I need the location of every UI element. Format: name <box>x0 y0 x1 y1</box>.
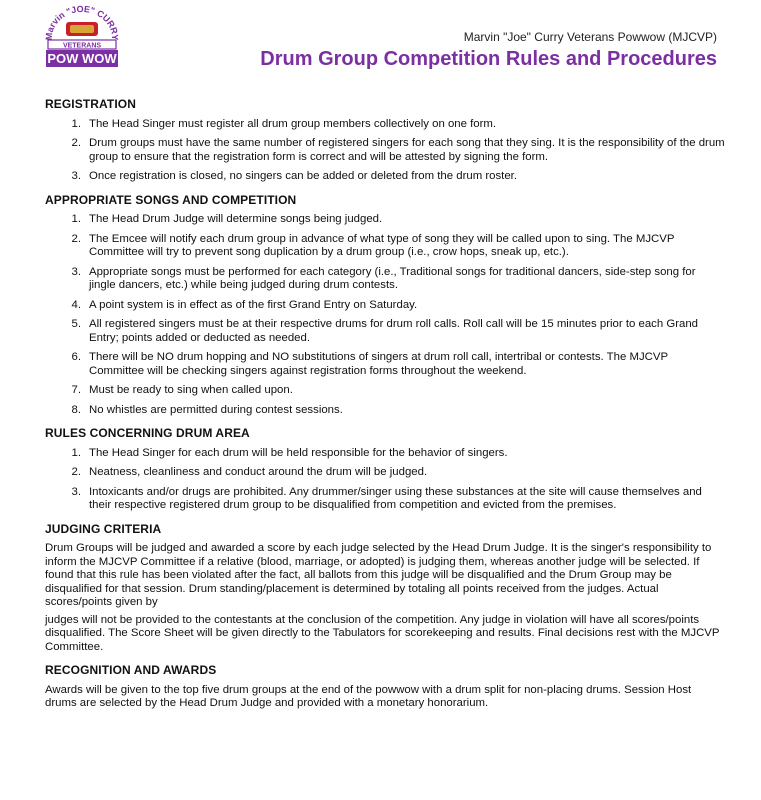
list-item: 6. There will be NO drum hopping and NO substitutions of singers at drum roll call, intertribal or contests. The MJCVP Committee will be checking singers against registration forms throughout the weekend. <box>45 351 725 378</box>
list-item-text: There will be NO drum hopping and NO substitutions of singers at drum roll call, intertribal or contests. The MJCVP Committee will be checking singers against registration forms throughout the weekend. <box>89 351 668 377</box>
list-item-text: The Head Singer for each drum will be held responsible for the behavior of singers. <box>89 446 508 459</box>
section-registration <box>45 98 725 184</box>
rules-list <box>45 447 725 513</box>
logo-powwow: POW WOW <box>47 51 117 66</box>
list-item-text: Appropriate songs must be performed for each category (i.e., Traditional songs for traditional dancers, side-step song for jingle dancers, etc.) while being judged during drum contests. <box>89 265 696 291</box>
section-drum-area <box>45 427 725 513</box>
list-item: 1. The Head Drum Judge will determine songs being judged. <box>45 213 725 227</box>
list-item: 1. The Head Singer for each drum will be held responsible for the behavior of singers. <box>45 447 725 461</box>
list-item-text: The Emcee will notify each drum group in advance of what type of song they will be called upon to sing. The MJCVP Committee will try to prevent song duplication by a drum group (i.e., crow hops, sneak up, etc.). <box>89 232 675 258</box>
document-body <box>45 98 725 721</box>
list-item-text: The Head Drum Judge will determine songs being judged. <box>89 213 383 225</box>
list-item-text: Drum groups must have the same number of registered singers for each song that they sing. It is the responsibility of the drum group to ensure that the registration form is correct and will be attested by signing the form. <box>89 137 725 163</box>
list-item-text: Once registration is closed, no singers can be added or deleted from the drum roster. <box>89 170 518 182</box>
list-item: 8. No whistles are permitted during contest sessions. <box>45 404 725 418</box>
section-songs-competition <box>45 194 725 418</box>
section-recognition-awards <box>45 664 725 711</box>
list-item-text: Must be ready to sing when called upon. <box>89 384 293 396</box>
section-heading: RECOGNITION AND AWARDS <box>45 663 217 677</box>
paragraph: Awards will be given to the top five drum groups at the end of the powwow with a drum split for non-placing drums. Session Host drums are selected by the Head Drum Judge and provided with a monetary honorarium. <box>45 683 692 709</box>
section-judging-criteria <box>45 523 725 655</box>
list-item: 2. Neatness, cleanliness and conduct around the drum will be judged. <box>45 466 725 480</box>
list-item-text: A point system is in effect as of the first Grand Entry on Saturday. <box>89 298 418 311</box>
list-item: 1. The Head Singer must register all drum group members collectively on one form. <box>45 118 725 132</box>
list-item-text: Intoxicants and/or drugs are prohibited. Any drummer/singer using these substances at the site will cause themselves and their respective registered drum group to be disqualified from competition and evicted from the premises. <box>89 485 702 511</box>
list-item: 2. The Emcee will notify each drum group in advance of what type of song they will be called upon to sing. The MJCVP Committee will try to prevent song duplication by a drum group (i.e., crow hops, sneak up, etc.). <box>45 233 725 260</box>
section-heading: JUDGING CRITERIA <box>45 521 162 536</box>
paragraph: Drum Groups will be judged and awarded a score by each judge selected by the Head Drum Judge. It is the singer's responsibility to inform the MJCVP Committee if a relative (blood, marriage, or adopted) is judging them, whereas another judge will be selected. If found that this rule has been violated after the fact, all ballots from this judge will be disqualified and the Drum Group may be disqualified for that session. Drum standing/placement is determined by totaling all points received from the judges. Actual scores/points given by <box>45 542 712 608</box>
list-item: 3. Once registration is closed, no singers can be added or deleted from the drum roster. <box>45 170 725 184</box>
list-item: 2. Drum groups must have the same number of registered singers for each song that they sing. It is the responsibility of the drum group to ensure that the registration form is correct and will be attested by signing the form. <box>71 137 725 163</box>
page-title: Drum Group Competition Rules and Procedures <box>260 48 717 70</box>
rules-list <box>45 213 725 417</box>
powwow-logo <box>44 4 120 70</box>
list-item: 5. All registered singers must be at their respective drums for drum roll calls. Roll call will be 15 minutes prior to each Grand Entry; points added or deducted as needed. <box>45 318 725 345</box>
section-heading: REGISTRATION <box>45 97 136 111</box>
rules-list <box>45 118 725 184</box>
paragraph: judges will not be provided to the contestants at the conclusion of the competition. Any judge in violation will have all scores/points disqualified. The Score Sheet will be given directly to the Tabulators for scorekeeping and results. Final decisions rest with the MJCVP Committee. <box>45 613 720 653</box>
list-item: 3. Appropriate songs must be performed for each category (i.e., Traditional songs for traditional dancers, side-step song for jingle dancers, etc.) while being judged during drum contests. <box>45 266 725 293</box>
logo-veterans: VETERANS <box>62 42 102 50</box>
list-item: 4. A point system is in effect as of the first Grand Entry on Saturday. <box>45 299 725 313</box>
document-header <box>260 30 717 71</box>
section-heading: APPROPRIATE SONGS AND COMPETITION <box>45 192 297 207</box>
list-item: 3. Intoxicants and/or drugs are prohibited. Any drummer/singer using these substances at the site will cause themselves and their respective registered drum group to be disqualified from competition and evicted from the premises. <box>45 486 725 513</box>
list-item: 7. Must be ready to sing when called upon. <box>45 384 725 398</box>
section-heading: RULES CONCERNING DRUM AREA <box>45 426 250 440</box>
organization-name: Marvin "Joe" Curry Veterans Powwow (MJCVP) <box>463 30 717 44</box>
list-item-text: No whistles are permitted during contest sessions. <box>89 403 343 416</box>
list-item-text: The Head Singer must register all drum group members collectively on one form. <box>89 117 497 130</box>
list-item-text: All registered singers must be at their respective drums for drum roll calls. Roll call will be 15 minutes prior to each Grand Entry; points added or deducted as needed. <box>89 318 699 344</box>
list-item-text: Neatness, cleanliness and conduct around the drum will be judged. <box>89 466 428 478</box>
logo-name: Marvin "JOE" CURRY <box>44 4 120 41</box>
